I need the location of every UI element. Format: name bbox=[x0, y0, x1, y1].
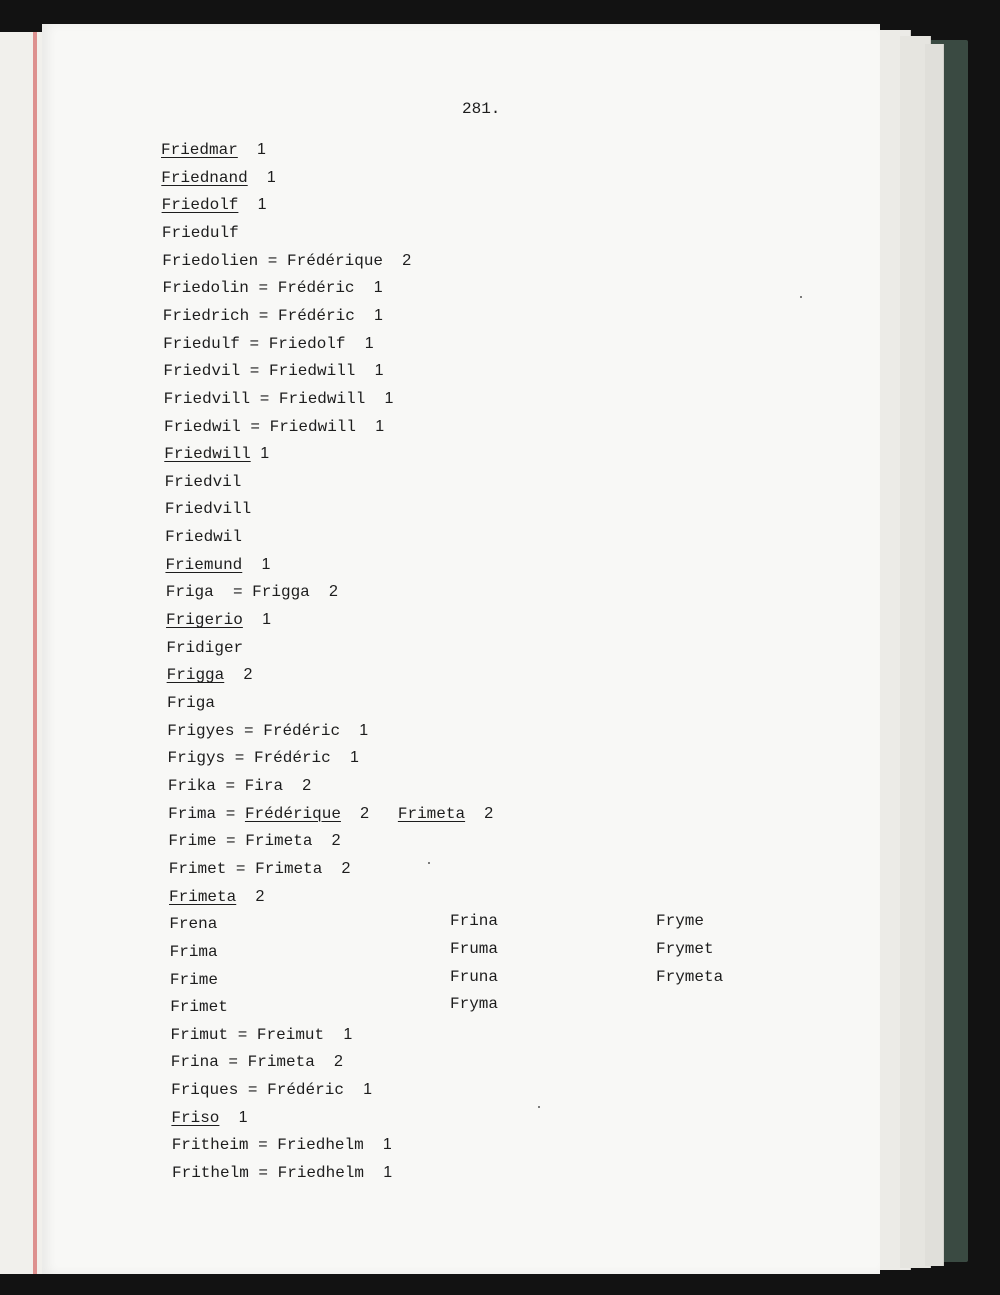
entry-line bbox=[171, 1108, 247, 1128]
entry-line bbox=[167, 693, 215, 713]
entry-text bbox=[238, 196, 257, 214]
entry-text bbox=[341, 805, 360, 823]
count-label: 1 bbox=[374, 306, 383, 324]
count-label: 1 bbox=[364, 334, 374, 352]
entry-line bbox=[168, 804, 493, 824]
entry-line bbox=[165, 499, 251, 519]
entry-text bbox=[243, 611, 262, 629]
speck bbox=[538, 1106, 540, 1108]
variant-name: Fruna bbox=[450, 967, 499, 986]
variant-name: Fryme bbox=[656, 912, 705, 931]
count-label: 2 bbox=[360, 804, 370, 822]
entry-text: Frima bbox=[169, 942, 218, 961]
count-label: 2 bbox=[334, 1053, 343, 1071]
entry-line bbox=[166, 582, 338, 602]
variant-name: Frymeta bbox=[656, 967, 724, 986]
entry-line bbox=[162, 278, 382, 298]
entry-text: Friedulf = Friedolf bbox=[163, 334, 365, 353]
entry-line bbox=[168, 831, 340, 851]
entry-line bbox=[167, 665, 253, 685]
entry-line bbox=[170, 970, 218, 990]
entry-text: Friedwil bbox=[165, 528, 242, 547]
entry-text: Frigyes = Frédéric bbox=[167, 721, 360, 740]
speck bbox=[428, 862, 430, 864]
entry-line bbox=[165, 527, 242, 547]
entry-text: Frime = Frimeta bbox=[168, 832, 332, 851]
headword: Frimeta bbox=[397, 804, 466, 823]
entry-text: Friedvill = Friedwill bbox=[163, 389, 385, 408]
count-label: 1 bbox=[382, 1136, 392, 1154]
entry-line bbox=[168, 748, 359, 768]
entry-text: Frigys = Frédéric bbox=[167, 749, 350, 768]
entry-text bbox=[224, 666, 243, 684]
left-page-binding bbox=[33, 32, 37, 1274]
entry-text: Frina = Frimeta bbox=[170, 1053, 335, 1072]
headword: Friednand bbox=[161, 168, 248, 187]
entry-text: Frima = bbox=[168, 804, 245, 823]
entry-line bbox=[161, 168, 276, 188]
entry-text: Friedwil = Friedwill bbox=[163, 417, 376, 436]
entry-line bbox=[163, 334, 374, 354]
entry-text bbox=[242, 556, 261, 574]
entry-text: Frime bbox=[169, 970, 218, 989]
entry-text: Frika = Fira bbox=[167, 776, 303, 795]
entry-line bbox=[162, 195, 267, 215]
entry-line bbox=[161, 140, 266, 160]
count-label: 1 bbox=[260, 445, 270, 463]
count-label: 2 bbox=[328, 583, 338, 601]
entry-line bbox=[165, 472, 242, 492]
entry-text bbox=[369, 805, 398, 823]
entry-line bbox=[162, 251, 411, 271]
count-label: 1 bbox=[374, 362, 384, 380]
count-label: 1 bbox=[343, 1025, 353, 1043]
headword: Friedwill bbox=[164, 445, 251, 464]
entry-line bbox=[170, 942, 218, 962]
entry-line bbox=[169, 859, 351, 879]
headword: Friso bbox=[171, 1108, 220, 1127]
entry-text: Frena bbox=[169, 915, 218, 934]
headword: Friedmar bbox=[161, 141, 238, 159]
entry-text: Frimet bbox=[170, 998, 228, 1017]
entry-line bbox=[172, 1163, 392, 1183]
entry-line bbox=[164, 444, 269, 464]
entry-text: Frimut = Freimut bbox=[170, 1025, 344, 1044]
count-label: 2 bbox=[243, 666, 253, 684]
headword: Frigga bbox=[166, 666, 225, 685]
entry-line bbox=[162, 223, 239, 243]
count-label: 1 bbox=[349, 749, 359, 767]
entry-text bbox=[251, 445, 261, 463]
speck bbox=[800, 296, 802, 298]
entry-line bbox=[169, 887, 264, 907]
entry-text: Friedolin = Frédéric bbox=[162, 279, 374, 298]
entry-text: Friedvill bbox=[164, 500, 252, 519]
entry-text: Friga = Frigga bbox=[165, 583, 329, 602]
headword: Friemund bbox=[165, 555, 243, 574]
entry-line bbox=[170, 997, 228, 1017]
count-label: 1 bbox=[373, 279, 383, 297]
entry-text: Fritheim = Friedhelm bbox=[171, 1136, 383, 1155]
entry-line bbox=[171, 1025, 353, 1045]
count-label: 1 bbox=[257, 196, 267, 214]
entry-line bbox=[171, 1080, 372, 1100]
entry-line bbox=[168, 776, 311, 796]
variant-name: Fruma bbox=[450, 939, 499, 958]
entry-text: Friedvil = Friedwill bbox=[163, 362, 375, 381]
entry-line bbox=[169, 914, 217, 934]
entry-line bbox=[165, 555, 270, 575]
variant-name: Frymet bbox=[656, 939, 714, 958]
entry-line bbox=[172, 1135, 392, 1155]
entry-line bbox=[164, 417, 384, 437]
headword: Friedolf bbox=[161, 196, 239, 215]
headword: Frédérique bbox=[244, 804, 341, 823]
entry-text: Fridiger bbox=[166, 638, 244, 657]
entry-text bbox=[219, 1109, 238, 1127]
entry-line bbox=[163, 306, 383, 326]
count-label: 1 bbox=[257, 141, 266, 158]
count-label: 1 bbox=[262, 611, 271, 629]
entry-line bbox=[163, 361, 383, 381]
entry-text bbox=[238, 141, 257, 159]
variant-name: Frina bbox=[450, 912, 499, 931]
count-label: 1 bbox=[363, 1081, 373, 1099]
count-label: 2 bbox=[341, 859, 351, 877]
variant-name: Fryma bbox=[450, 995, 499, 1014]
count-label: 2 bbox=[302, 776, 312, 794]
entry-text: Friedrich = Frédéric bbox=[162, 306, 375, 325]
book-page bbox=[42, 24, 880, 1274]
count-label: 1 bbox=[238, 1108, 248, 1126]
page-stack-rear bbox=[925, 44, 944, 1266]
count-label: 1 bbox=[375, 417, 385, 435]
entry-line bbox=[167, 721, 368, 741]
page-number: 281. bbox=[462, 100, 501, 118]
count-label: 1 bbox=[359, 721, 369, 739]
entry-line bbox=[166, 610, 271, 630]
entry-text: Friedolien = Frédérique bbox=[162, 251, 403, 270]
headword: Frigerio bbox=[166, 611, 243, 630]
count-label: 2 bbox=[484, 804, 494, 822]
entry-text: Frithelm = Friedhelm bbox=[172, 1164, 384, 1183]
entry-text bbox=[236, 888, 255, 906]
entry-text bbox=[248, 169, 267, 187]
entry-text bbox=[465, 805, 484, 823]
count-label: 1 bbox=[383, 1164, 393, 1182]
count-label: 1 bbox=[266, 168, 276, 186]
count-label: 2 bbox=[402, 251, 412, 269]
count-label: 2 bbox=[255, 887, 265, 905]
entry-text: Friedulf bbox=[161, 223, 239, 242]
entry-line bbox=[171, 1052, 343, 1072]
entry-text: Friques = Frédéric bbox=[171, 1081, 364, 1100]
count-label: 2 bbox=[331, 832, 341, 850]
entry-text: Friedvil bbox=[164, 472, 242, 491]
count-label: 1 bbox=[384, 389, 394, 407]
entry-text: Frimet = Frimeta bbox=[168, 859, 342, 878]
entry-line bbox=[166, 638, 243, 658]
headword: Frimeta bbox=[169, 887, 237, 906]
entry-text: Friga bbox=[166, 694, 215, 712]
entry-line bbox=[164, 389, 394, 409]
count-label: 1 bbox=[261, 555, 271, 573]
